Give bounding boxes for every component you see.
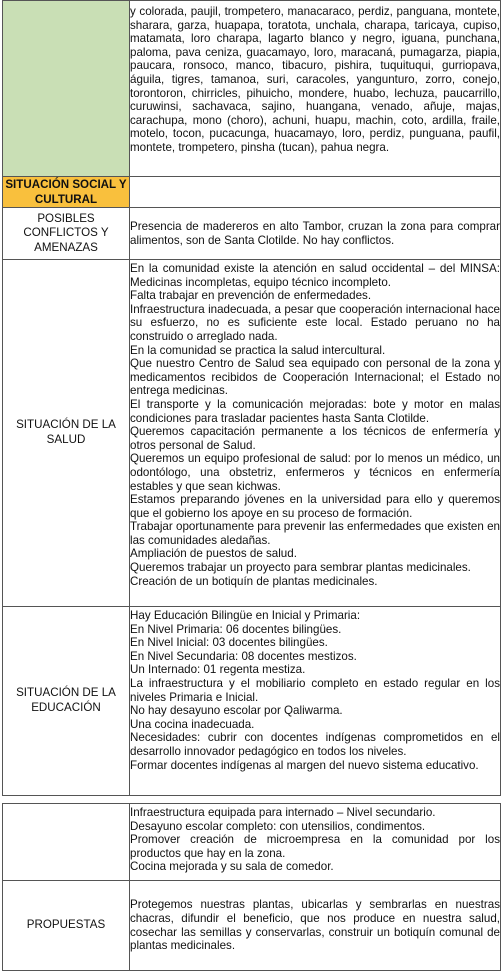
section-header-social xyxy=(3,177,130,208)
education-item: Una cocina inadecuada. xyxy=(130,717,255,731)
education-item: En Nivel Primaria: 06 docentes bilingües. xyxy=(130,622,342,636)
proposals-cont-label-cell xyxy=(3,804,130,881)
conflicts-label-cell xyxy=(3,208,130,260)
health-item: Infraestructura inadecuada, a pesar que cooperación internacional hace su esfuerzo, no es suficiente este local. Estado peruano no ha construido o arreglado nada. xyxy=(130,302,500,343)
education-item: No hay desayuno escolar por Qaliwarma. xyxy=(130,704,343,718)
proposals-cont-cell xyxy=(130,804,501,881)
proposal-item: Cocina mejorada y su sala de comedor. xyxy=(130,860,334,874)
fauna-cell xyxy=(130,1,501,177)
education-item: La infraestructura y el mobiliario completo en estado regular en los niveles Primaria e Inicial. xyxy=(130,676,500,704)
proposals-label: PROPUESTAS xyxy=(26,918,106,932)
section-header-blank xyxy=(130,177,501,208)
conflicts-cell xyxy=(130,208,501,260)
community-table-bottom xyxy=(2,803,501,971)
section-title: SITUACIÓN SOCIAL Y CULTURAL xyxy=(5,178,127,206)
conflicts-text: Presencia de madereros en alto Tambor, cruzan la zona para comprar alimentos, son de Santa Clotilde. No hay conflictos. xyxy=(130,219,500,247)
health-item: Queremos un equipo profesional de salud: por lo menos un médico, un odontólogo, una obstetriz, enfermeros y técnicos en enfermería estables y que sean kichwas. xyxy=(130,452,500,493)
health-item: En la comunidad existe la atención en salud occidental – del MINSA: Medicinas incompletas, equipo técnico incompleto. xyxy=(130,262,500,289)
health-item: Que nuestro Centro de Salud sea equipado con personal de la zona y medicamentos recibidos de Cooperación Internacional; el Estado no entrega medicinas. xyxy=(130,357,500,398)
health-item: Falta trabajar en prevención de enfermedades. xyxy=(130,289,372,303)
conflicts-label: POSIBLES CONFLICTOS Y AMENAZAS xyxy=(23,211,109,254)
health-cell xyxy=(130,260,501,607)
fauna-label-cell xyxy=(3,1,130,177)
proposal-item: Infraestructura equipada para internado – Nivel secundario. xyxy=(130,806,436,819)
health-item: En la comunidad se practica la salud intercultural. xyxy=(130,343,386,357)
education-item: En Nivel Inicial: 03 docentes bilingües. xyxy=(130,636,328,650)
health-label-cell xyxy=(3,260,130,607)
education-item: En Nivel Secundaria: 08 docentes mestizos. xyxy=(130,649,357,663)
health-item: Estamos preparando jóvenes en la universidad para ello y queremos que el gobierno los apoye en su proceso de formación. xyxy=(130,493,500,520)
proposals-cell xyxy=(130,881,501,971)
education-cell xyxy=(130,607,501,796)
education-item: Un Internado: 01 regenta mestiza. xyxy=(130,663,306,677)
health-item: Trabajar oportunamente para prevenir las enfermedades que existen en las comunidades aledañas. xyxy=(130,520,500,547)
education-item: Hay Educación Bilingüe en Inicial y Primaria: xyxy=(130,609,361,622)
proposal-item: Promover creación de microempresa en la comunidad por los productos que hay en la zona. xyxy=(130,833,500,860)
education-item: Formar docentes indígenas al margen del nuevo sistema educativo. xyxy=(130,758,479,772)
education-label: SITUACIÓN DE LA EDUCACIÓN xyxy=(16,686,116,714)
health-label: SITUACIÓN DE LA SALUD xyxy=(16,418,116,446)
fauna-list: y colorada, paujil, trompetero, manacaraco, perdiz, panguana, montete, sharara, garza, huapapa, toratota, unchala, charapa, taricaya, cupiso, matamata, loro charapa, lagarto blanco y negro, iguana, punchana, paloma, pava ceniza, guacamayo, loro, maracaná, pumagarza, piapia, paucara, ronsoco, manco, tibacuro, pishira, tuquituqui, gurriopava, águila, tigres, tamanoa, suri, caracoles, yangunturo, zorro, conejo, torontoron, chirricles, pihuicho, mondere, huabo, lechuza, paucarrillo, curuwinsi, sachavaca, sajino, huangana, venado, añuje, majas, carachupa, mono (choro), achuni, huapu, machin, coto, ardilla, fraile, motelo, tocon, pucacunga, huacamayo, loro, perdiz, punguana, paufil, montete, trompetero, pinsha (tucan), pahua negra. xyxy=(130,5,500,154)
health-item: El transporte y la comunicación mejoradas: bote y motor en malas condiciones para trasladar pacientes hasta Santa Clotilde. xyxy=(130,397,500,425)
education-item: Necesidades: cubrir con docentes indígenas comprometidos en el desarrollo innovador pedagógico en todos los niveles. xyxy=(130,731,500,758)
proposals-label-cell xyxy=(3,881,130,971)
health-item: Queremos trabajar un proyecto para sembrar plantas medicinales. xyxy=(130,561,471,575)
health-item: Ampliación de puestos de salud. xyxy=(130,547,297,561)
community-table-top xyxy=(2,0,501,796)
health-item: Queremos capacitación permanente a los técnicos de enfermería y otros personal de Salud. xyxy=(130,425,500,452)
proposals-text: Protegemos nuestras plantas, ubicarlas y sembrarlas en nuestras chacras, difundir el beneficio, que nos produce en nuestra salud, cosechar las semillas y conservarlas, construir un botiquín comunal de plantas medicinales. xyxy=(130,898,500,953)
proposal-item: Desayuno escolar completo: con utensilios, condimentos. xyxy=(130,819,426,833)
health-item: Creación de un botiquín de plantas medicinales. xyxy=(130,574,378,588)
education-label-cell xyxy=(3,607,130,796)
